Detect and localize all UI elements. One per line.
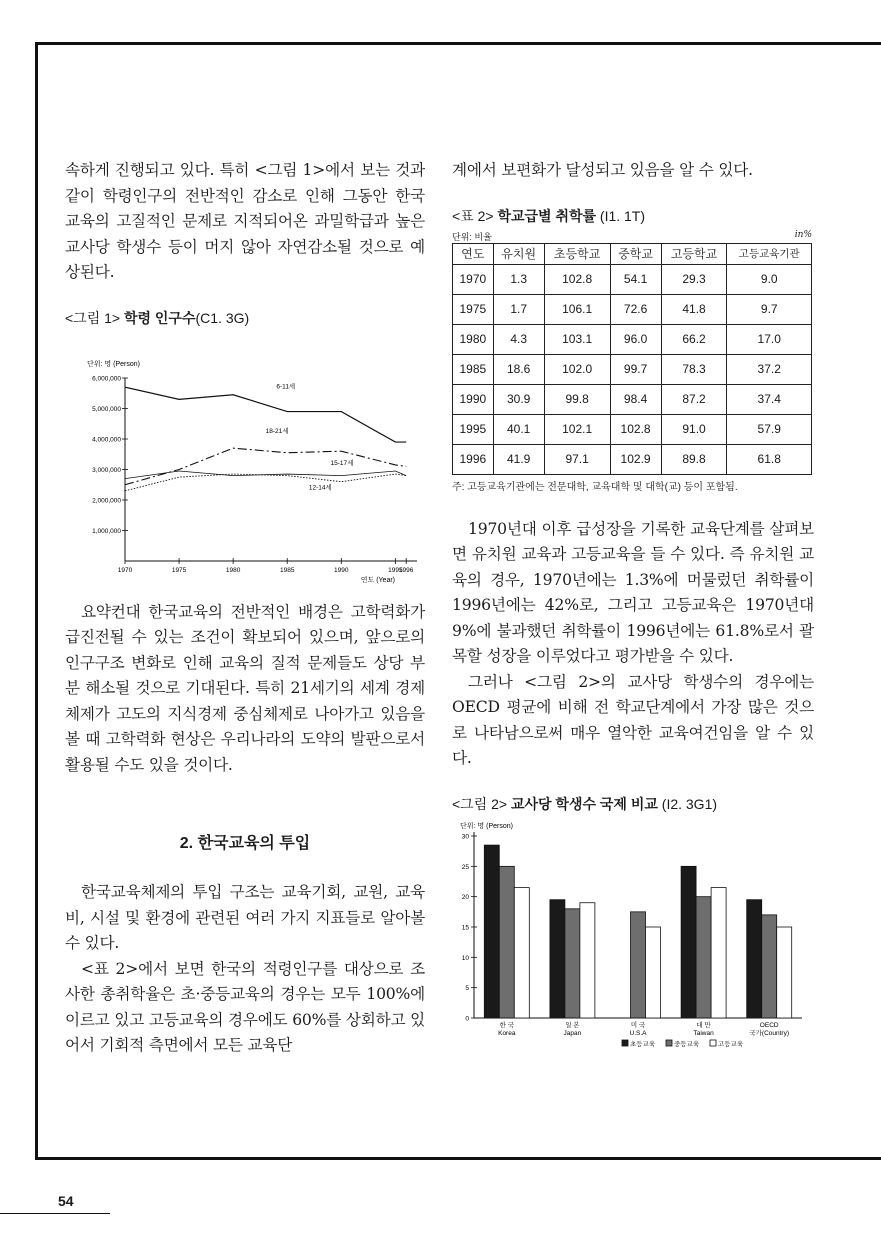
table-cell: 66.2 [661,324,727,354]
figure1-title-code: (C1. 3G) [195,309,250,326]
table-cell: 41.9 [493,444,544,474]
table-cell: 61.8 [727,444,812,474]
figure2-bar [550,899,565,1017]
figure1-x-tick-label: 1970 [117,566,133,574]
table2-header-cell: 고등학교 [661,243,727,264]
table-cell: 41.8 [661,294,727,324]
bottom-border-rule [35,1157,881,1160]
figure2-bar [580,902,595,1017]
table-row [453,444,812,474]
figure1-x-tick-label: 1995 [388,566,403,574]
section-title: 2. 한국교육의 투입 [179,835,311,852]
figure2-category-label: 일 본 [565,1021,580,1029]
table-cell: 1970 [453,264,494,294]
table2-title-main: 학교급별 취학률 [497,207,597,224]
figure1-series-line [125,448,406,485]
figure2-category-label: OECD [759,1021,779,1029]
right-paragraph-1: 계에서 보편화가 달성되고 있음을 알 수 있다. [452,161,753,179]
left-paragraph-3: 한국교육체제의 투입 구조는 교육기회, 교원, 교육비, 시설 및 환경에 관련된 여러 가지 지표들로 알아볼 수 있다. [65,883,425,952]
figure2-bar [777,927,792,1018]
figure1-y-tick-label: 4,000,000 [92,436,121,443]
table2-body [453,264,812,474]
left-paragraph-1: 속하게 진행되고 있다. 특히 <그림 1>에서 보는 것과 같이 학령인구의 전반적인 감소로 인해 그동안 한국 교육의 고질적인 문제로 지적되어온 과밀학급과 높은 교사당 학생수 등이 머지 않아 자연감소될 것으로 예상된다. [65,161,425,281]
table-cell: 1995 [453,414,494,444]
figure1-series-label: 15-17세 [330,459,354,467]
table2-unit-right: in% [794,229,812,240]
table2-unit-left: 단위: 비율 [452,231,492,242]
table-cell: 102.8 [544,264,610,294]
table-cell: 37.4 [727,384,812,414]
table-cell: 18.6 [493,354,544,384]
table-cell: 103.1 [544,324,610,354]
figure1-title [65,308,425,328]
figure2-bar [484,845,499,1018]
table2-title [452,206,814,226]
table-row [453,264,812,294]
table-cell: 106.1 [544,294,610,324]
table-cell: 87.2 [661,384,727,414]
table-cell: 89.8 [661,444,727,474]
figure2-category-label-en: 국가(Country) [749,1029,790,1037]
table-cell: 99.8 [544,384,610,414]
figure2-bar [514,887,529,1017]
figure2-bar [499,866,514,1018]
figure2-category-label-en: Taiwan [693,1029,714,1037]
figure1-line-chart [65,356,425,586]
figure2-legend-swatch [622,1040,628,1046]
table-row [453,294,812,324]
table2-title-prefix: <표 2> [452,207,494,224]
table2-title-code: (I1. 1T) [599,207,646,224]
figure2-y-tick-label: 20 [461,893,469,901]
figure2-unit-label: 단위: 명 (Person) [460,822,513,830]
table-cell: 91.0 [661,414,727,444]
figure1-y-tick-label: 5,000,000 [92,405,121,413]
figure1-series-label: 6-11세 [276,383,296,391]
figure2-bar [681,866,696,1018]
right-column [452,158,814,1063]
left-border-rule [35,42,38,1160]
table-cell: 78.3 [661,354,727,384]
table2-header-cell: 중학교 [610,243,661,264]
table-cell: 40.1 [493,414,544,444]
figure1-series-label: 18-21세 [265,427,289,435]
figure2-bar [646,927,661,1018]
figure2-title-code: (I2. 3G1) [661,795,718,812]
right-paragraph-2: 1970년대 이후 급성장을 기록한 교육단계를 살펴보면 유치원 교육과 고등교육을 들 수 있다. 즉 유치원 교육의 경우, 1970년에는 1.3%에 머물렀던 취학률이 1996년에는 42%로, 그리고 고등교육은 1970년대 9%에 불과했던 취학률이 1996년에는 61.8%로서 괄목할 성장을 이루었다고 평가받을 수 있다. [452,519,814,665]
figure1-y-tick-label: 2,000,000 [92,497,121,504]
table-cell: 96.0 [610,324,661,354]
table-cell: 1996 [453,444,494,474]
figure1-y-tick-label: 1,000,000 [92,527,121,535]
table2-header-row [453,243,812,264]
table-cell: 1.7 [493,294,544,324]
figure2-legend [622,1039,744,1048]
figure2-category-label-en: Korea [498,1029,516,1037]
table-cell: 54.1 [610,264,661,294]
figure2-title-prefix: <그림 2> [452,795,508,812]
table-cell: 99.7 [610,354,661,384]
table-cell: 1980 [453,324,494,354]
figure2-bar-chart [452,818,814,1063]
figure1-title-main: 학령 인구수 [123,309,196,326]
figure2-y-tick-label: 10 [461,954,469,962]
table2-header-cell: 초등학교 [544,243,610,264]
table-cell: 97.1 [544,444,610,474]
figure1-title-prefix: <그림 1> [65,309,121,326]
table-cell: 9.7 [727,294,812,324]
table-cell: 1.3 [493,264,544,294]
right-paragraph-3: 그러나 <그림 2>의 교사당 학생수의 경우에는 OECD 평균에 비해 전 학교단계에서 가장 많은 것으로 나타남으로써 매우 열악한 교육여건임을 알 수 있다. [452,672,814,767]
table-cell: 4.3 [493,324,544,354]
table-cell: 1975 [453,294,494,324]
left-column [65,158,425,1059]
figure2-legend-label: 중등교육 [674,1040,700,1048]
table2-note: 주: 고등교육기관에는 전문대학, 교육대학 및 대학(교) 등이 포함됨. [452,481,738,493]
figure1-x-tick-label: 1980 [225,566,241,574]
figure2-legend-swatch [710,1040,716,1046]
table2-header-cell: 유치원 [493,243,544,264]
figure2-y-tick-label: 0 [465,1015,469,1022]
figure2-bar [747,899,762,1017]
table-row [453,414,812,444]
figure1-x-tick-label: 1990 [334,566,349,574]
table2-header-cell: 고등교육기관 [727,243,812,264]
figure1-x-tick-label: 1985 [279,566,295,574]
figure2-title [452,794,814,814]
table-cell: 37.2 [727,354,812,384]
figure2-y-tick-label: 30 [461,833,469,840]
figure2-legend-swatch [666,1040,672,1046]
figure2-bar [696,896,711,1017]
figure2-y-tick-label: 25 [461,863,469,871]
table2-unit-row [452,230,812,243]
figure2-category-label: 미 국 [630,1021,646,1029]
table-cell: 102.9 [610,444,661,474]
figure2-y-tick-label: 5 [465,984,469,992]
figure2-bar [711,887,726,1017]
table-cell: 1985 [453,354,494,384]
left-paragraph-4: <표 2>에서 보면 한국의 적령인구를 대상으로 조사한 총취학율은 초·중등교육의 경우는 모두 100%에 이르고 있고 고등교육의 경우에도 60%를 상회하고 있어서 기회적 측면에서 모든 교육단 [65,959,425,1054]
left-paragraph-2: 요약컨대 한국교육의 전반적인 배경은 고학력화가 급진전될 수 있는 조건이 확보되어 있으며, 앞으로의 인구구조 변화로 인해 교육의 질적 문제들도 상당 부분 해소될 것으로 기대된다. 특히 21세기의 세계 경제체제가 고도의 지식경제 중심체제로 나아가고 있음을 볼 때 고학력화 현상은 우리나라의 도약의 발판으로서 활용될 수도 있을 것이다. [65,602,425,774]
figure1-y-tick-label: 3,000,000 [92,466,121,474]
figure2-bar [762,914,777,1017]
figure2-category-label: 한 국 [499,1021,514,1029]
figure1-x-tick-label: 1996 [398,566,414,574]
table-cell: 9.0 [727,264,812,294]
figure1-series [125,381,406,491]
figure1-series-label: 12-14세 [308,483,332,491]
figure1-y-tick-label: 6,000,000 [92,375,121,382]
table-row [453,384,812,414]
table-row [453,324,812,354]
table-cell: 102.0 [544,354,610,384]
figure1-x-tick-label: 1975 [171,566,187,574]
table-cell: 98.4 [610,384,661,414]
table-cell: 102.8 [610,414,661,444]
table2-enrollment-table [452,243,812,475]
table-cell: 17.0 [727,324,812,354]
figure2-title-main: 교사당 학생수 국제 비교 [510,795,658,812]
figure2-bar [631,911,646,1017]
figure1-unit-label: 단위: 명 (Person) [87,360,140,368]
table-cell: 30.9 [493,384,544,414]
top-border-rule [35,42,881,45]
figure1-x-axis-label: 연도 (Year) [360,576,395,584]
figure2-legend-label: 고등교육 [718,1040,744,1048]
figure2-category-label-en: Japan [563,1029,582,1037]
figure2-bars [484,845,791,1018]
table-cell: 102.1 [544,414,610,444]
table-cell: 29.3 [661,264,727,294]
table-cell: 57.9 [727,414,812,444]
figure2-y-tick-label: 15 [461,924,469,931]
table-row [453,354,812,384]
table-cell: 1990 [453,384,494,414]
figure1-series-line [125,474,406,491]
figure2-category-label: 대 만 [696,1021,711,1029]
table-cell: 72.6 [610,294,661,324]
figure2-bar [565,908,580,1017]
figure2-legend-label: 초등교육 [630,1040,656,1048]
table2-header-cell: 연도 [453,243,494,264]
page-number: 54 [58,1193,74,1209]
figure2-category-label-en: U.S.A [629,1029,647,1037]
page-number-rule [0,1213,110,1214]
